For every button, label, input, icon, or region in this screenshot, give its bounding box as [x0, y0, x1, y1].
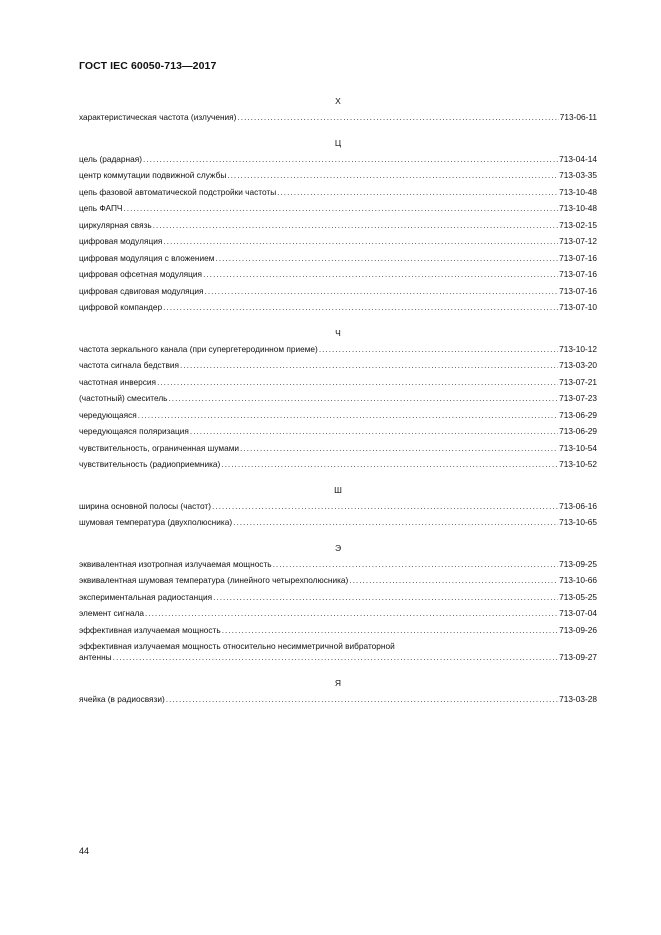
dot-leader — [240, 440, 558, 457]
entry-term: ячейка (в радиосвязи) — [79, 694, 165, 704]
dot-leader — [273, 556, 559, 573]
entry-code: 713-06-16 — [559, 500, 597, 511]
dot-leader — [163, 299, 558, 316]
entry-term: чередующаяся — [79, 409, 137, 420]
index-entry — [79, 498, 597, 515]
entry-code: 713-07-16 — [559, 252, 597, 263]
dot-leader — [277, 184, 558, 201]
entry-term: эквивалентная шумовая температура (линейного четырехполюсника) — [79, 575, 349, 585]
dot-leader — [113, 652, 559, 663]
entry-code: 713-06-29 — [559, 426, 597, 436]
index-entry — [79, 556, 597, 573]
index-entry — [79, 200, 597, 217]
index-entry — [79, 167, 597, 184]
page-header: ГОСТ IEC 60050-713—2017 — [79, 60, 217, 72]
index-entry — [79, 374, 597, 391]
entry-code: 713-06-29 — [559, 409, 597, 420]
dot-leader — [169, 390, 559, 407]
entry-code: 713-07-21 — [559, 376, 597, 387]
entry-term-line2: антенны — [79, 652, 112, 662]
index-entry — [79, 250, 597, 267]
entry-code: 713-09-27 — [559, 652, 597, 662]
entry-code: 713-07-04 — [559, 608, 597, 618]
entry-term: чувствительность (радиоприемника) — [79, 459, 221, 469]
entry-term: ширина основной полосы (частот) — [79, 500, 211, 511]
entry-term: эквивалентная изотропная излучаемая мощность — [79, 558, 272, 569]
index-entry — [79, 217, 597, 234]
dot-leader — [153, 217, 558, 234]
dot-leader — [166, 691, 558, 708]
dot-leader — [213, 589, 558, 606]
entry-term: характеристическая частота (излучения) — [79, 112, 237, 122]
index-entry — [79, 589, 597, 606]
index-entry — [79, 233, 597, 250]
index-entry — [79, 390, 597, 407]
entry-term: цепь фазовой автоматической подстройки частоты — [79, 186, 277, 197]
entry-code: 713-10-66 — [559, 575, 597, 585]
entry-code: 713-03-35 — [559, 170, 597, 180]
entry-term: частота зеркального канала (при супергетеродинном приеме) — [79, 343, 318, 354]
entry-code: 713-10-52 — [559, 459, 597, 469]
dot-leader — [233, 514, 558, 531]
index-entry — [79, 407, 597, 424]
entry-term: частота сигнала бедствия — [79, 360, 180, 370]
dot-leader — [180, 357, 558, 374]
entry-code: 713-07-23 — [559, 393, 597, 403]
section-letter: Х — [335, 96, 341, 106]
entry-term: цифровая офсетная модуляция — [79, 269, 203, 279]
entry-code: 713-07-12 — [559, 236, 597, 246]
index-entry — [79, 605, 597, 622]
entry-code: 713-10-65 — [559, 517, 597, 527]
dot-leader — [215, 250, 558, 267]
index-entry — [79, 283, 597, 300]
index-entry — [79, 514, 597, 531]
index-entry — [79, 440, 597, 457]
index-entry — [79, 456, 597, 473]
entry-term: центр коммутации подвижной службы — [79, 170, 227, 180]
entry-code: 713-10-54 — [559, 442, 597, 453]
entry-term: циркулярная связь — [79, 219, 152, 230]
entry-term: шумовая температура (двухполюсника) — [79, 517, 233, 527]
section-letter: Ш — [334, 484, 342, 495]
entry-code: 713-03-28 — [559, 694, 597, 704]
dot-leader — [123, 200, 558, 217]
entry-code: 713-10-48 — [559, 186, 597, 197]
entry-code: 713-07-16 — [559, 285, 597, 296]
entry-term: частотная инверсия — [79, 376, 157, 387]
entry-term-line1: эффективная излучаемая мощность относительно несимметричной вибраторной — [79, 641, 395, 651]
index-entry — [79, 691, 597, 708]
dot-leader — [237, 109, 558, 126]
index-entry — [79, 423, 597, 440]
entry-code: 713-10-48 — [559, 203, 597, 213]
entry-term: цель (радарная) — [79, 153, 142, 164]
entry-code: 713-02-15 — [559, 219, 597, 230]
dot-leader — [221, 456, 558, 473]
entry-code: 713-05-25 — [559, 591, 597, 602]
index-entry — [79, 357, 597, 374]
dot-leader — [203, 266, 558, 283]
index-entry — [79, 151, 597, 168]
index-entry — [79, 341, 597, 358]
dot-leader — [212, 498, 558, 515]
entry-term: экспериментальная радиостанция — [79, 591, 213, 602]
entry-code: 713-06-11 — [559, 112, 597, 122]
index-entry — [79, 266, 597, 283]
section-letter: Ч — [335, 327, 341, 338]
index-entry — [79, 572, 597, 589]
entry-code: 713-04-14 — [559, 153, 597, 164]
entry-code: 713-07-10 — [559, 302, 597, 312]
index-entry — [79, 109, 597, 126]
dot-leader — [190, 423, 558, 440]
index-entry — [79, 622, 597, 639]
index-content — [79, 90, 597, 708]
entry-term: элемент сигнала — [79, 608, 144, 618]
entry-code: 713-10-12 — [559, 343, 597, 354]
index-entry — [79, 184, 597, 201]
entry-term: чувствительность, ограниченная шумами — [79, 442, 240, 453]
dot-leader — [143, 151, 558, 168]
entry-term: чередующаяся поляризация — [79, 426, 189, 436]
entry-code: 713-09-25 — [559, 558, 597, 569]
entry-code: 713-03-20 — [559, 360, 597, 370]
entry-term: (частотный) смеситель — [79, 393, 168, 403]
index-entry-multiline — [79, 641, 597, 663]
dot-leader — [349, 572, 558, 589]
section-letter: Ц — [334, 137, 342, 148]
page-number: 44 — [79, 846, 90, 856]
dot-leader — [145, 605, 558, 622]
entry-code: 713-07-16 — [559, 269, 597, 279]
dot-leader — [227, 167, 558, 184]
entry-code: 713-09-26 — [559, 624, 597, 635]
dot-leader — [205, 283, 559, 300]
dot-leader — [319, 341, 558, 358]
dot-leader — [138, 407, 558, 424]
entry-term: цифровая модуляция с вложением — [79, 252, 215, 263]
entry-term: цифровая модуляция — [79, 236, 163, 246]
section-letter: Э — [334, 542, 342, 553]
index-entry — [79, 299, 597, 316]
entry-term: цифровой компандер — [79, 302, 163, 312]
entry-term: цифровая сдвиговая модуляция — [79, 285, 204, 296]
entry-term: эффективная излучаемая мощность — [79, 624, 221, 635]
section-letter: Я — [334, 678, 342, 688]
entry-term: цепь ФАПЧ — [79, 203, 123, 213]
dot-leader — [163, 233, 558, 250]
dot-leader — [222, 622, 558, 639]
dot-leader — [157, 374, 558, 391]
